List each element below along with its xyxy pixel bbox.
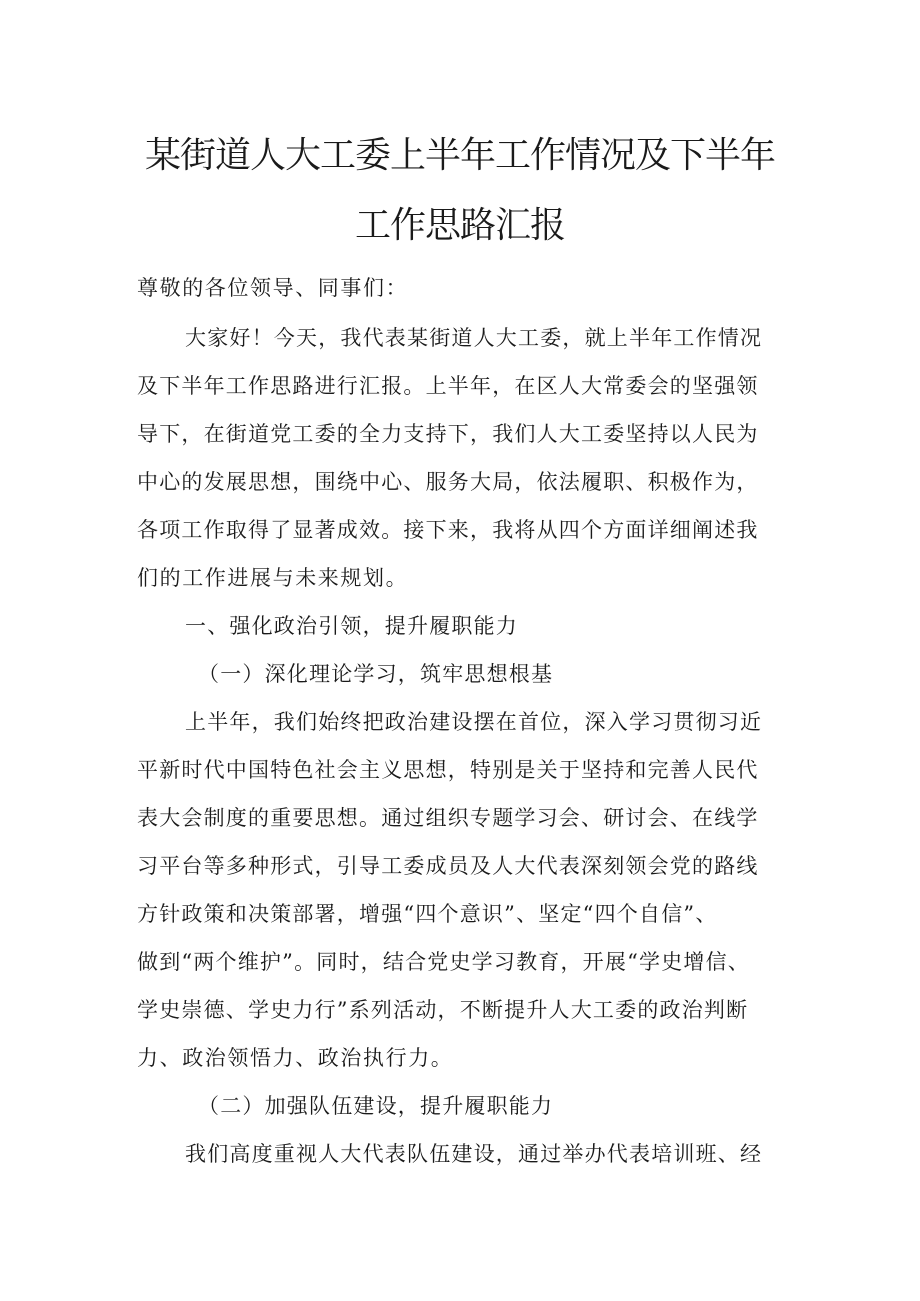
intro-line: 大家好！今天，我代表某街道人大工委，就上半年工作情况 bbox=[185, 326, 763, 350]
intro-line: 及下半年工作思路进行汇报。上半年，在区人大常委会的坚强领 bbox=[137, 374, 759, 398]
body-line: 上半年，我们始终把政治建设摆在首位，深入学习贯彻习近 bbox=[185, 710, 763, 734]
body-line: 习平台等多种形式，引导工委成员及人大代表深刻领会党的路线 bbox=[137, 854, 759, 878]
body-line: 做到“两个维护”。同时，结合党史学习教育，开展“学史增信、 bbox=[137, 950, 751, 974]
document-title-line-2: 工作思路汇报 bbox=[354, 205, 565, 246]
body-line: 我们高度重视人大代表队伍建设，通过举办代表培训班、经 bbox=[185, 1142, 763, 1166]
body-line: 学史崇德、学史力行”系列活动，不断提升人大工委的政治判断 bbox=[137, 998, 749, 1022]
body-line: 平新时代中国特色社会主义思想，特别是关于坚持和完善人民代 bbox=[137, 758, 759, 782]
body-line: 方针政策和决策部署，增强“四个意识”、坚定“四个自信”、 bbox=[137, 902, 718, 926]
salutation: 尊敬的各位领导、同事们： bbox=[137, 276, 409, 300]
intro-line: 导下，在街道党工委的全力支持下，我们人大工委坚持以人民为 bbox=[137, 422, 759, 446]
intro-line: 中心的发展思想，围绕中心、服务大局，依法履职、积极作为， bbox=[137, 470, 759, 494]
intro-line: 各项工作取得了显著成效。接下来，我将从四个方面详细阐述我 bbox=[137, 518, 759, 542]
subsection-2-heading: （二）加强队伍建设，提升履职能力 bbox=[198, 1094, 554, 1118]
subsection-1-heading: （一）深化理论学习，筑牢思想根基 bbox=[198, 662, 554, 686]
body-line: 表大会制度的重要思想。通过组织专题学习会、研讨会、在线学 bbox=[137, 806, 759, 830]
section-1-heading: 一、强化政治引领，提升履职能力 bbox=[185, 614, 518, 638]
document-title-line-1: 某街道人大工委上半年工作情况及下半年 bbox=[144, 135, 775, 176]
body-line: 力、政治领悟力、政治执行力。 bbox=[137, 1046, 454, 1070]
intro-line: 们的工作进展与未来规划。 bbox=[137, 566, 409, 590]
